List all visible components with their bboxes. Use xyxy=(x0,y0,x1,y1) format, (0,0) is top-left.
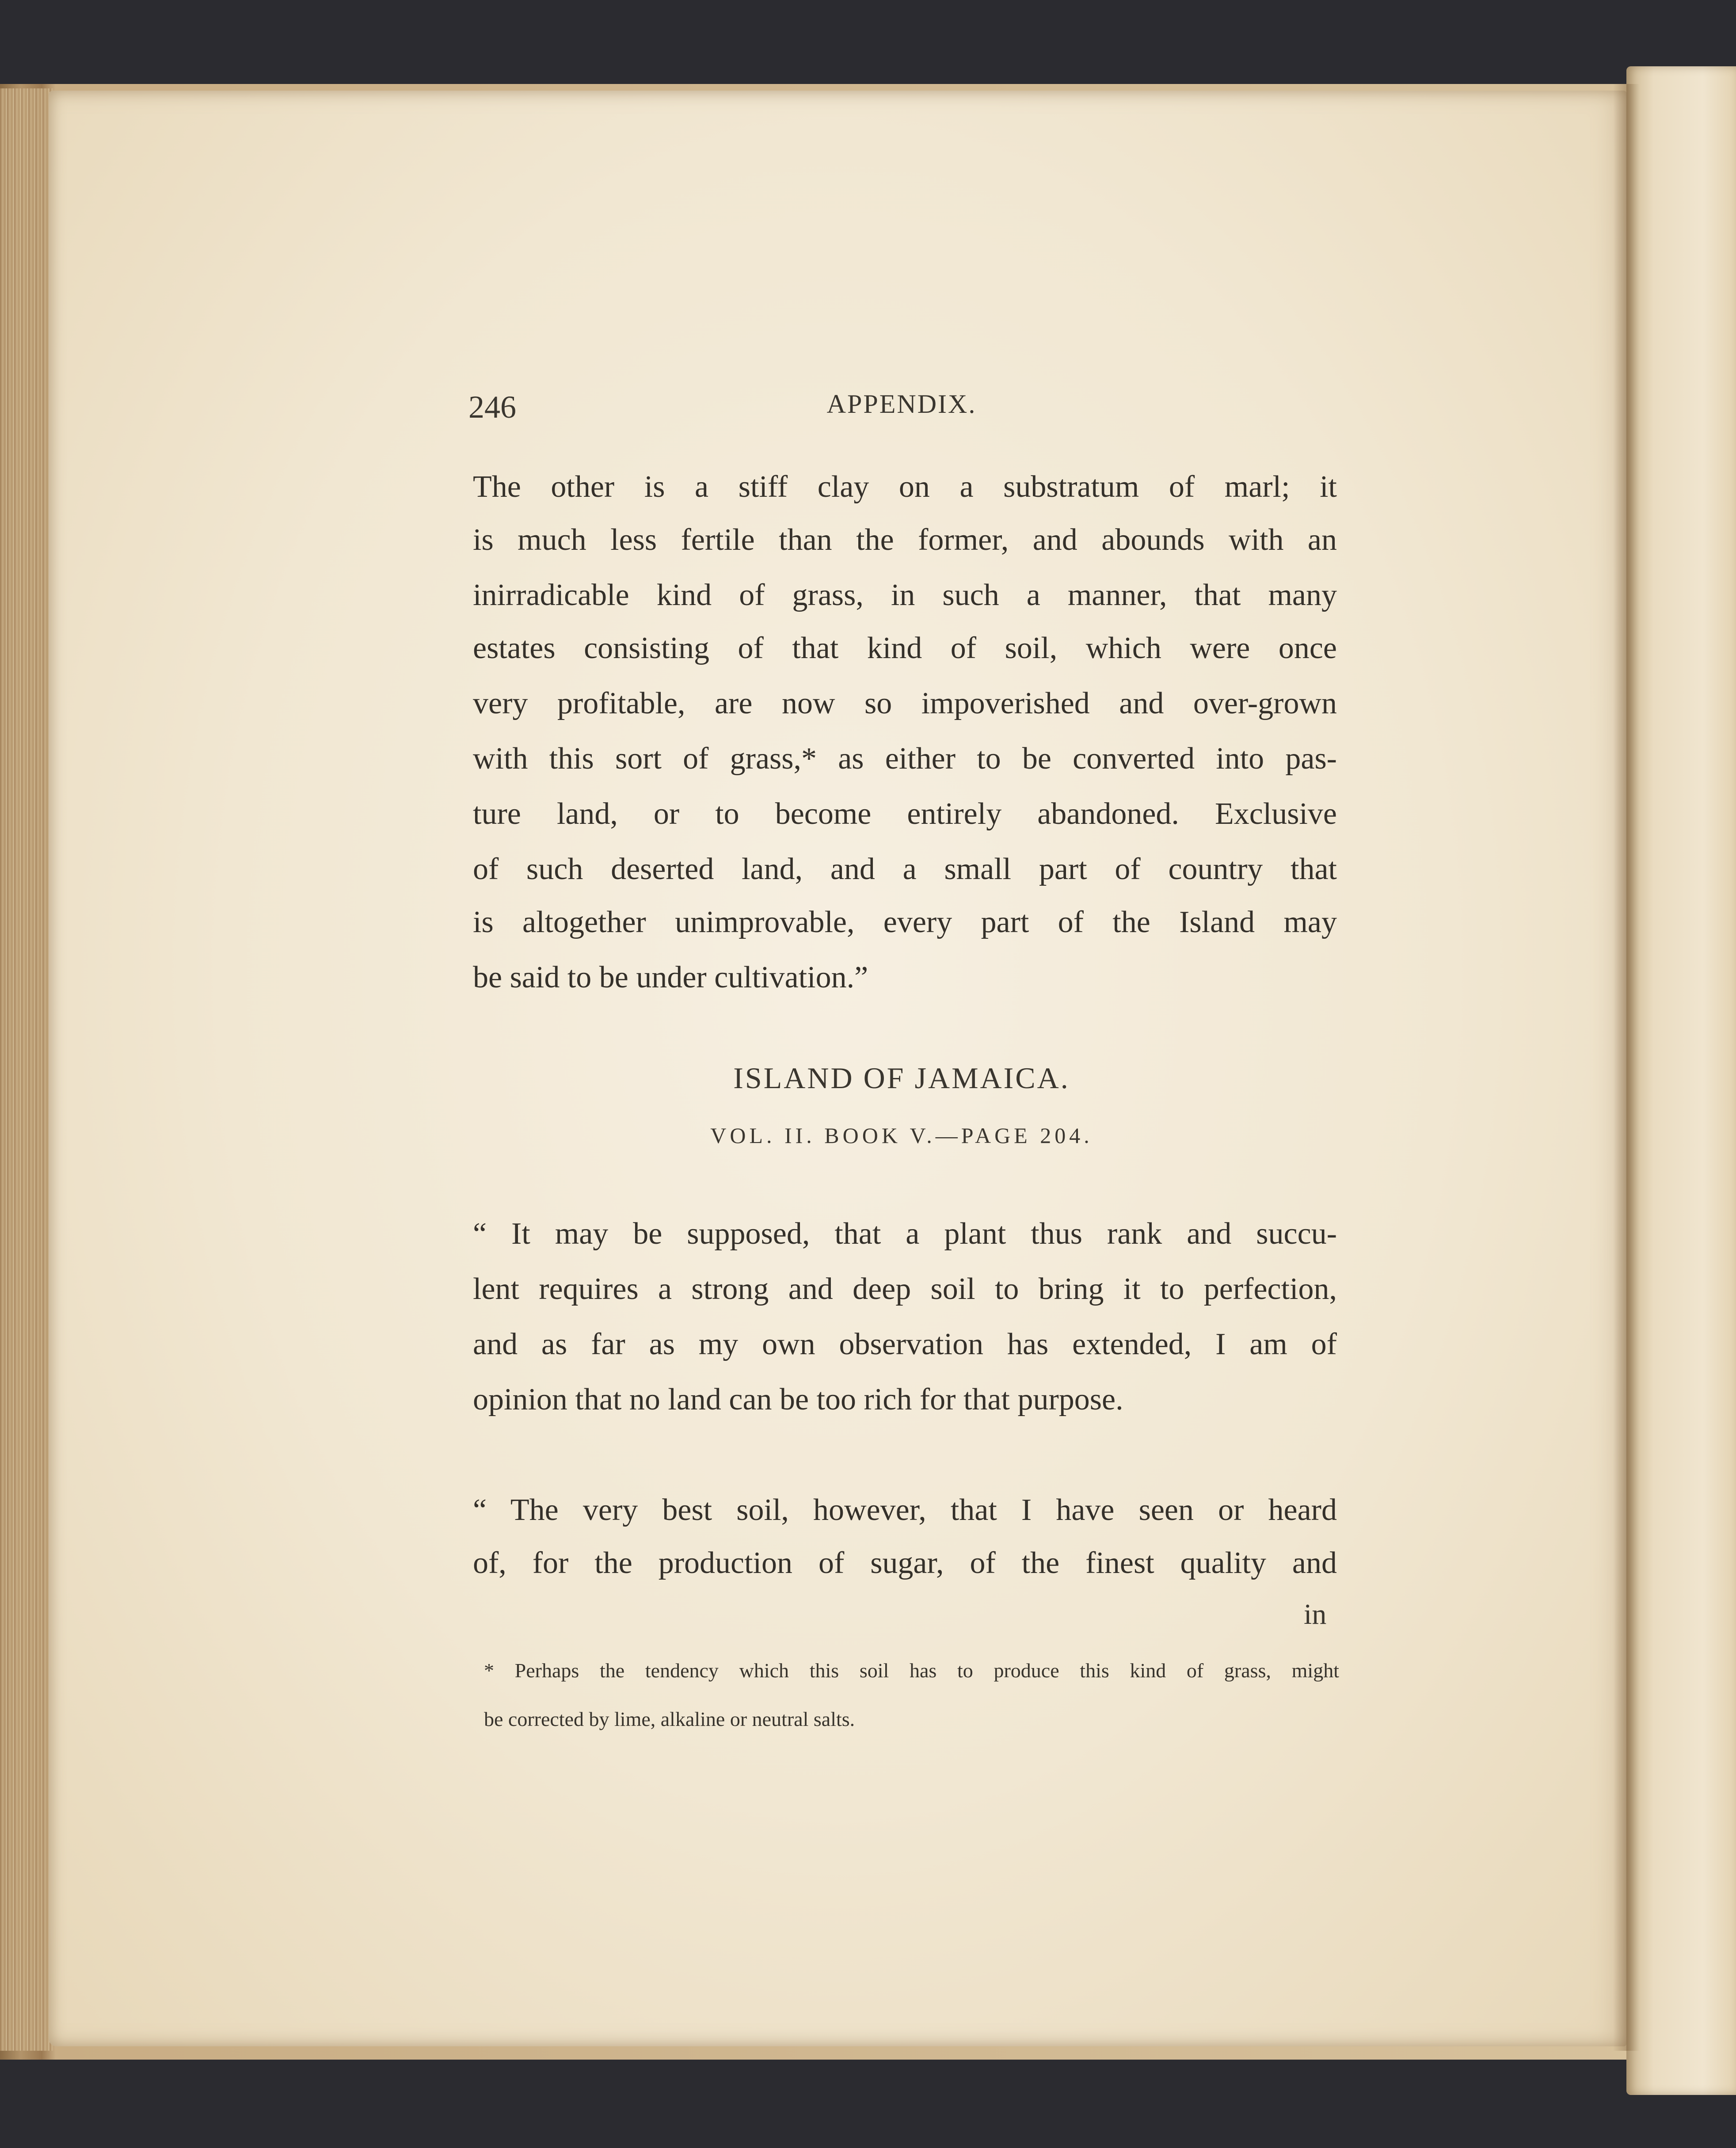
text-line: of, for the production of sugar, of the finest quality and xyxy=(473,1546,1337,1580)
text-line: and as far as my own observation has extended, I am of xyxy=(473,1327,1337,1361)
text-line: be said to be under cultivation.” xyxy=(473,960,868,994)
text-line: is much less fertile than the former, and abounds with an xyxy=(473,523,1337,557)
text-line: very profitable, are now so impoverished and over-grown xyxy=(473,686,1337,720)
section-title: ISLAND OF JAMAICA. xyxy=(733,1061,1070,1095)
text-line: The other is a stiff clay on a substratum of marl; it xyxy=(473,470,1337,504)
footnote-line: * Perhaps the tendency which this soil has to produce this kind of grass, might xyxy=(484,1659,1339,1682)
text-line: “ The very best soil, however, that I have seen or heard xyxy=(473,1493,1337,1527)
text-line: “ It may be supposed, that a plant thus rank and succu- xyxy=(473,1217,1337,1251)
running-head: APPENDIX. xyxy=(826,389,977,419)
text-line: is altogether unimprovable, every part of the Island may xyxy=(473,905,1337,939)
text-line: with this sort of grass,* as either to be converted into pas- xyxy=(473,742,1337,776)
footnote-line: be corrected by lime, alkaline or neutral salts. xyxy=(484,1708,855,1730)
page-gutter xyxy=(1613,84,1640,2051)
text-line: opinion that no land can be too rich for that purpose. xyxy=(473,1382,1123,1417)
text-line: ture land, or to become entirely abandoned. Exclusive xyxy=(473,797,1337,831)
page-number: 246 xyxy=(468,389,516,425)
page-header xyxy=(468,389,1335,429)
facing-page xyxy=(1626,66,1736,2095)
section-subtitle: VOL. II. BOOK V.—PAGE 204. xyxy=(710,1123,1093,1148)
text-line: of such deserted land, and a small part of country that xyxy=(473,852,1337,886)
text-line: lent requires a strong and deep soil to bring it to perfection, xyxy=(473,1272,1337,1306)
text-line: estates consisting of that kind of soil, which were once xyxy=(473,631,1337,665)
text-line: inirradicable kind of grass, in such a manner, that many xyxy=(473,578,1337,612)
page-edges xyxy=(0,88,53,2051)
catchword: in xyxy=(1304,1598,1327,1630)
